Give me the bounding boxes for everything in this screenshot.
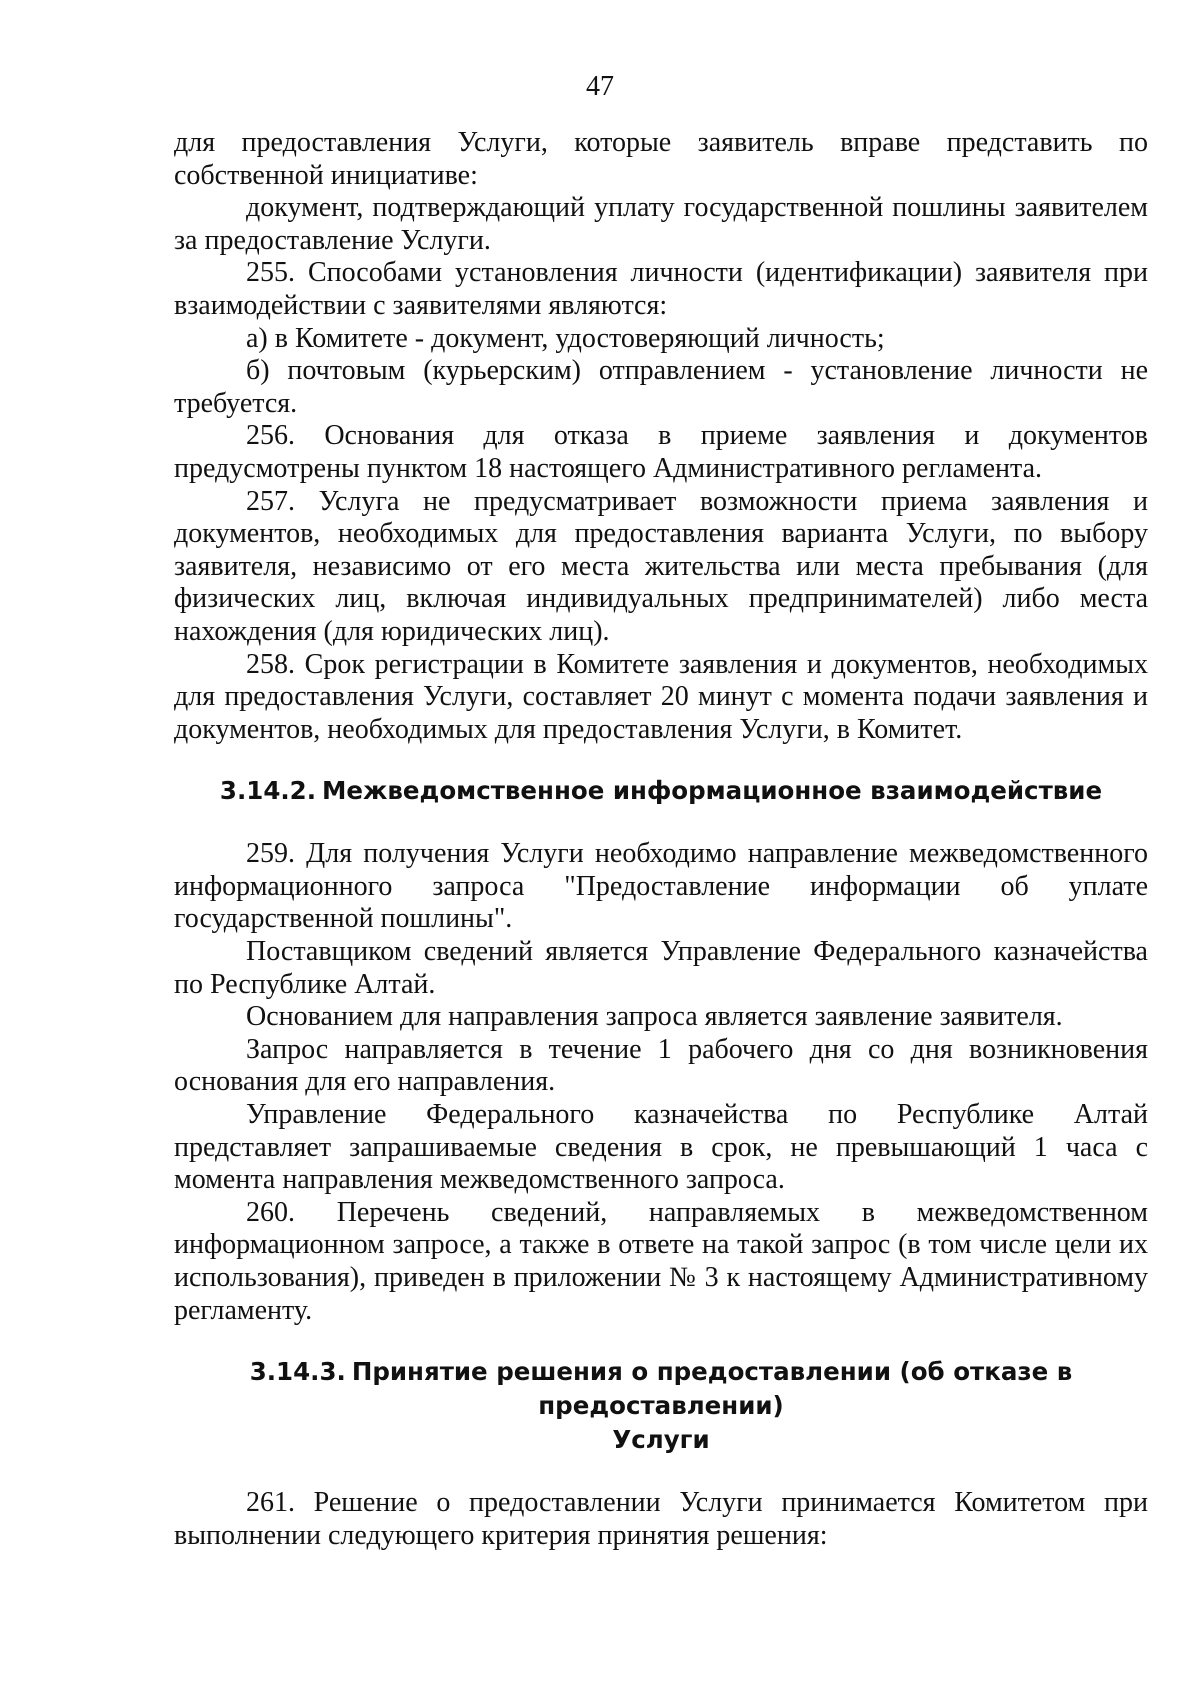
paragraphs-before-section-1 [174,127,1148,746]
paragraph: 255. Способами установления личности (идентификации) заявителя при взаимодействии с заявителями являются: [174,257,1148,321]
section-heading-3-14-3 [174,1355,1148,1457]
paragraph: документ, подтверждающий уплату государственной пошлины заявителем за предоставление Услуги. [174,192,1148,256]
paragraph: 257. Услуга не предусматривает возможности приема заявления и документов, необходимых для предоставления варианта Услуги, по выбору заявителя, независимо от его места жительства или места пребывания (для физических лиц, включая индивидуальных предпринимателей) либо места нахождения (для юридических лиц). [174,485,1148,647]
paragraph: 260. Перечень сведений, направляемых в межведомственном информационном запросе, а также в ответе на такой запрос (в том числе цели их использования), приведен в приложении № 3 к настоящему Административному регламенту. [174,1196,1148,1326]
paragraph: 259. Для получения Услуги необходимо направление межведомственного информационного запроса "Предоставление информации об уплате государственной пошлины". [174,838,1148,935]
paragraphs-section-2 [174,1487,1148,1552]
paragraph: б) почтовым (курьерским) отправлением - установление личности не требуется. [174,355,1148,419]
paragraph: Запрос направляется в течение 1 рабочего дня со дня возникновения основания для его направления. [174,1033,1148,1098]
section-title-line-1: Принятие решения о предоставлении (об отказе в предоставлении) [351,1357,1073,1421]
section-number: 3.14.3. [249,1357,346,1387]
paragraph: Поставщиком сведений является Управление Федерального казначейства по Республике Алтай. [174,936,1148,1000]
section-heading-3-14-2 [174,774,1148,808]
document-body [174,127,1148,1552]
paragraph: 256. Основания для отказа в приеме заявления и документов предусмотрены пунктом 18 настоящего Административного регламента. [174,420,1148,484]
paragraph: 258. Срок регистрации в Комитете заявления и документов, необходимых для предоставления Услуги, составляет 20 минут с момента подачи заявления и документов, необходимых для предоставления Услуги, в Комитет. [174,648,1148,745]
page-number: 47 [586,71,614,102]
section-title-line-2: Услуги [612,1425,710,1455]
paragraph: 261. Решение о предоставлении Услуги принимается Комитетом при выполнении следующего критерия принятия решения: [174,1487,1148,1551]
paragraph: Основанием для направления запроса является заявление заявителя. [246,1001,1063,1033]
paragraph: Управление Федерального казначейства по Республике Алтай представляет запрашиваемые сведения в срок, не превышающий 1 часа с момента направления межведомственного запроса. [174,1099,1148,1196]
paragraphs-section-1 [174,838,1148,1327]
section-number: 3.14.2. [219,776,317,806]
section-title: Межведомственное информационное взаимодействие [322,776,1103,806]
paragraph: для предоставления Услуги, которые заявитель вправе представить по собственной инициативе: [174,127,1148,191]
paragraph: а) в Комитете - документ, удостоверяющий личность; [246,322,885,354]
